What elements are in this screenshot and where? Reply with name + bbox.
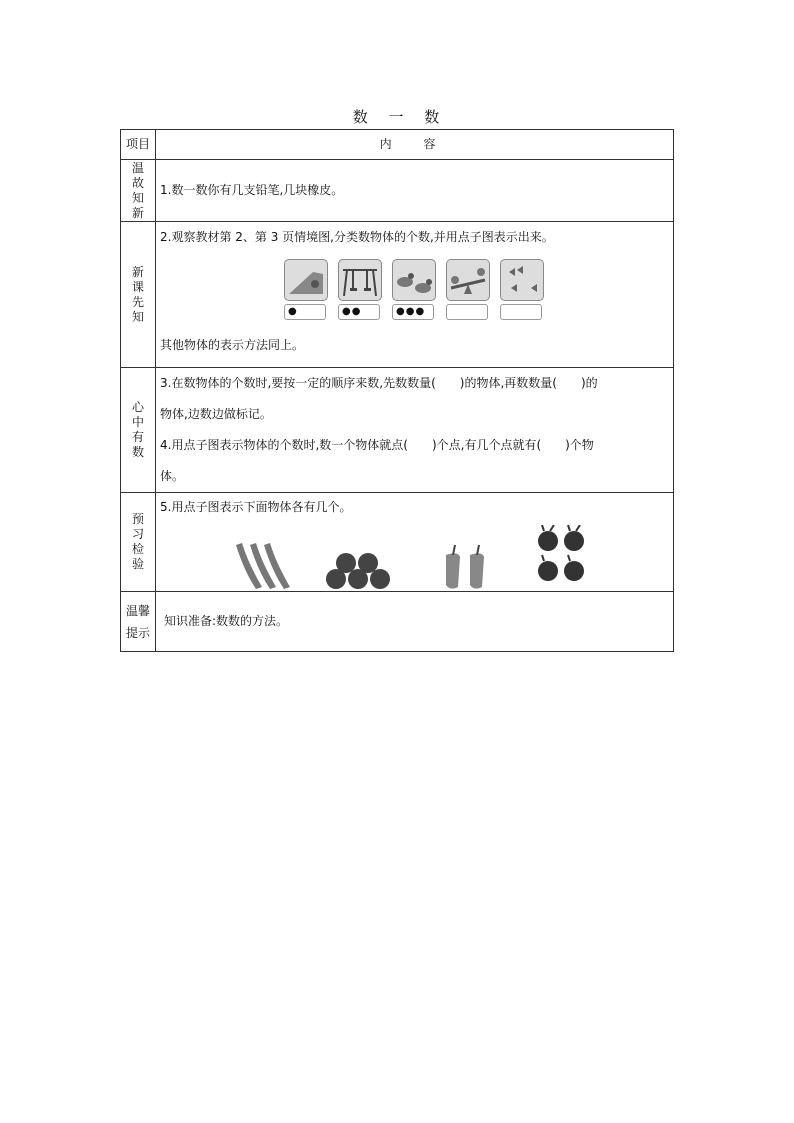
page-title [0, 106, 794, 127]
question-2: 2.观察教材第 2、第 3 页情境图,分类数物体的个数,并用点子图表示出来。 [160, 230, 554, 244]
tomatoes-picture [326, 541, 398, 591]
question-1: 1.数一数你有几支铅笔,几块橡皮。 [156, 160, 674, 222]
pea-pods-picture [232, 541, 298, 591]
seesaw-picture [446, 259, 488, 320]
row-label-wenxin-2: 提示 [125, 625, 150, 640]
row-label-yuxi: 预习检验 [131, 512, 144, 571]
radishes-picture [534, 525, 594, 591]
rocking-horse-picture [392, 259, 434, 320]
row-label-wenxin-1: 温馨 [125, 603, 150, 618]
lesson-table [120, 129, 674, 652]
dot-box: ●●● [392, 304, 434, 320]
question-3-line1: 3.在数物体的个数时,要按一定的顺序来数,先数数量( )的物体,再数数量( )的 [160, 376, 598, 390]
header-item: 项目 [121, 130, 156, 160]
question-4-line1: 4.用点子图表示物体的个数时,数一个物体就点( )个点,有几个点就有( )个物 [160, 438, 594, 452]
row-label-wengu: 温故知新 [131, 160, 144, 220]
row-label-xinzhong: 心中有数 [131, 400, 144, 459]
question-4-line2: 体。 [160, 469, 185, 483]
header-content: 内 容 [156, 130, 674, 160]
note-text: 其他物体的表示方法同上。 [160, 338, 305, 352]
title-char: 数 [424, 108, 442, 126]
butterfly-picture [500, 259, 542, 320]
objects-row [156, 521, 673, 591]
dot-box [500, 304, 542, 320]
scene-pictures [156, 259, 673, 320]
title-char: 数 [352, 108, 370, 126]
dot-box: ●● [338, 304, 380, 320]
row-label-xinke: 新课先知 [131, 264, 144, 324]
slide-picture [284, 259, 326, 320]
swing-picture [338, 259, 380, 320]
question-3-line2: 物体,边数边做标记。 [160, 407, 272, 421]
peppers-picture [438, 541, 492, 591]
title-char: 一 [388, 108, 406, 126]
dot-box [446, 304, 488, 320]
question-5: 5.用点子图表示下面物体各有几个。 [160, 500, 352, 514]
tip-text: 知识准备:数数的方法。 [156, 592, 674, 652]
dot-box: ● [284, 304, 326, 320]
